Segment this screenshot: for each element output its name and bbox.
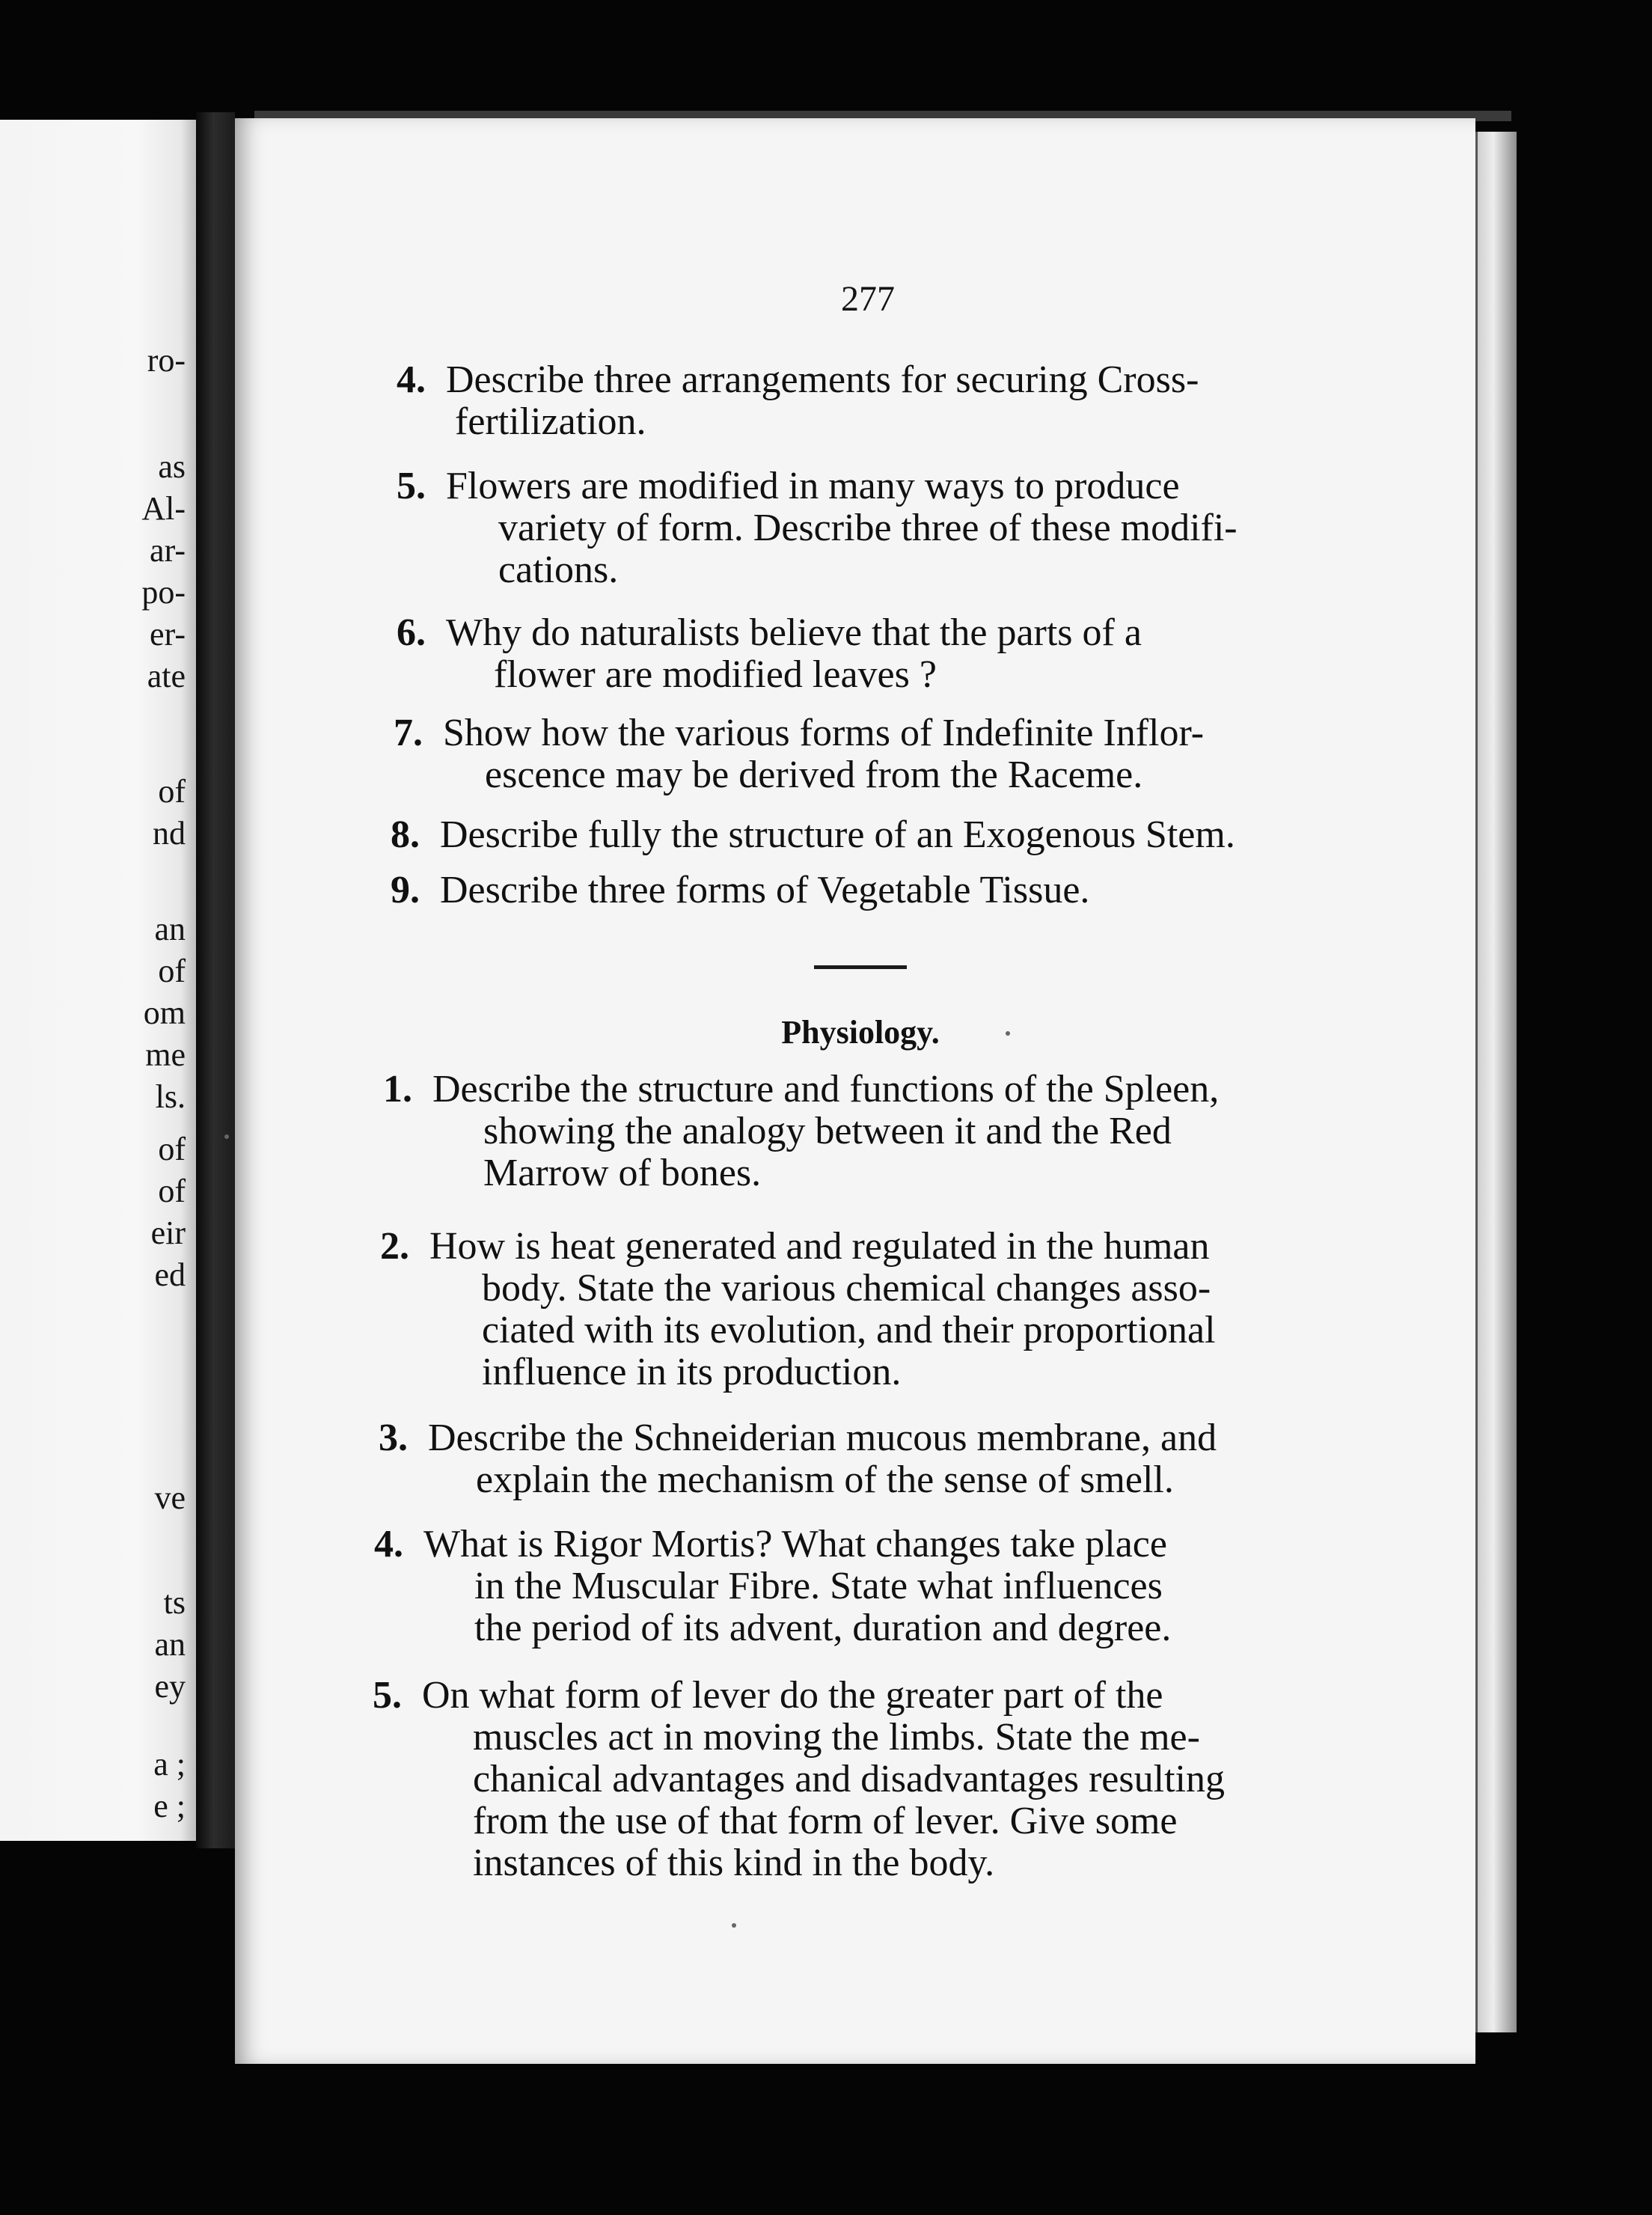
scan-speck — [224, 1134, 229, 1139]
question-item — [391, 870, 1089, 911]
question-line: Describe three forms of Vegetable Tissue. — [440, 869, 1090, 911]
book-gutter — [196, 112, 235, 1848]
left-page-line: of — [158, 1131, 186, 1167]
left-page-line: om — [143, 995, 186, 1031]
question-line: Describe the structure and functions of the Spleen, — [432, 1068, 1220, 1110]
question-line: How is heat generated and regulated in the human — [429, 1225, 1210, 1268]
left-page-line: eir — [150, 1215, 186, 1251]
left-page-line: an — [154, 1626, 186, 1663]
question-line: muscles act in moving the limbs. State the me- — [473, 1716, 1200, 1759]
scan-speck — [732, 1923, 736, 1928]
question-item — [397, 359, 1199, 401]
question-line: Show how the various forms of Indefinite Inflor- — [443, 712, 1205, 754]
question-number: 3. — [379, 1417, 408, 1459]
left-page-line: ts — [163, 1584, 186, 1621]
question-item — [397, 612, 1142, 654]
question-item — [383, 1069, 1219, 1110]
left-page-line: ve — [154, 1479, 186, 1516]
question-line: from the use of that form of lever. Give some — [473, 1800, 1178, 1842]
left-page-line: po- — [141, 574, 186, 611]
scan-speck — [1006, 1031, 1010, 1036]
question-line: Describe the Schneiderian mucous membrane, and — [428, 1417, 1217, 1459]
left-page-line: of — [158, 773, 186, 810]
question-number: 4. — [374, 1523, 403, 1565]
question-line: the period of its advent, duration and degree. — [474, 1607, 1172, 1649]
question-number: 1. — [383, 1068, 412, 1110]
left-page-line: ro- — [147, 342, 186, 379]
left-page-line: ed — [154, 1256, 186, 1293]
question-number: 4. — [397, 358, 426, 401]
question-line: ciated with its evolution, and their proportional — [482, 1309, 1216, 1351]
left-page-line: ls. — [155, 1078, 186, 1115]
left-page-line: me — [145, 1036, 186, 1073]
left-page-line: a ; — [153, 1746, 186, 1782]
question-line: chanical advantages and disadvantages resulting — [473, 1758, 1225, 1800]
question-line: Flowers are modified in many ways to produce — [446, 465, 1180, 507]
question-line: Marrow of bones. — [483, 1152, 762, 1194]
question-item — [394, 712, 1204, 754]
left-page-line: Al- — [141, 490, 186, 527]
section-heading: Physiology. — [781, 1014, 940, 1051]
question-line: Why do naturalists believe that the parts of a — [446, 611, 1142, 654]
question-item — [397, 465, 1180, 507]
question-line: influence in its production. — [482, 1351, 902, 1393]
question-number: 5. — [397, 465, 426, 507]
question-line: On what form of lever do the greater part of the — [422, 1674, 1163, 1717]
page-edge-stack — [1475, 132, 1517, 2032]
left-page-line: ar- — [150, 532, 186, 569]
left-page-line: er- — [150, 616, 186, 653]
question-line: cations. — [498, 549, 619, 591]
question-item — [391, 814, 1235, 856]
question-line: body. State the various chemical changes asso- — [482, 1267, 1211, 1310]
question-number: 2. — [380, 1225, 409, 1268]
question-item — [379, 1417, 1217, 1459]
question-item — [374, 1524, 1167, 1565]
left-page-line: of — [158, 953, 186, 989]
question-line: showing the analogy between it and the Red — [483, 1110, 1172, 1152]
question-number: 8. — [391, 813, 420, 856]
question-number: 7. — [394, 712, 423, 754]
question-line: Describe fully the structure of an Exogenous Stem. — [440, 813, 1235, 856]
question-line: What is Rigor Mortis? What changes take place — [423, 1523, 1167, 1565]
question-line: flower are modified leaves ? — [494, 653, 937, 696]
left-page-line: as — [158, 448, 186, 485]
left-page-line: ey — [154, 1668, 186, 1705]
question-number: 5. — [373, 1674, 402, 1717]
question-item — [380, 1226, 1210, 1268]
question-line: explain the mechanism of the sense of smell. — [476, 1458, 1174, 1501]
question-line: Describe three arrangements for securing Cross- — [446, 358, 1199, 401]
question-line: fertilization. — [455, 400, 646, 443]
question-number: 9. — [391, 869, 420, 911]
question-line: instances of this kind in the body. — [473, 1842, 995, 1884]
question-line: escence may be derived from the Raceme. — [485, 754, 1143, 796]
question-line: variety of form. Describe three of these modifi- — [498, 507, 1238, 549]
left-page-line: nd — [153, 815, 186, 852]
left-page-line: ate — [147, 658, 186, 694]
question-number: 6. — [397, 611, 426, 654]
page-number: 277 — [841, 279, 895, 319]
section-divider — [814, 965, 907, 969]
question-line: in the Muscular Fibre. State what influences — [474, 1565, 1163, 1607]
question-item — [373, 1675, 1163, 1717]
left-page-line: e ; — [153, 1788, 186, 1824]
left-page-line: of — [158, 1173, 186, 1209]
left-page-line: an — [154, 911, 186, 947]
left-page-fragment — [0, 120, 196, 1841]
